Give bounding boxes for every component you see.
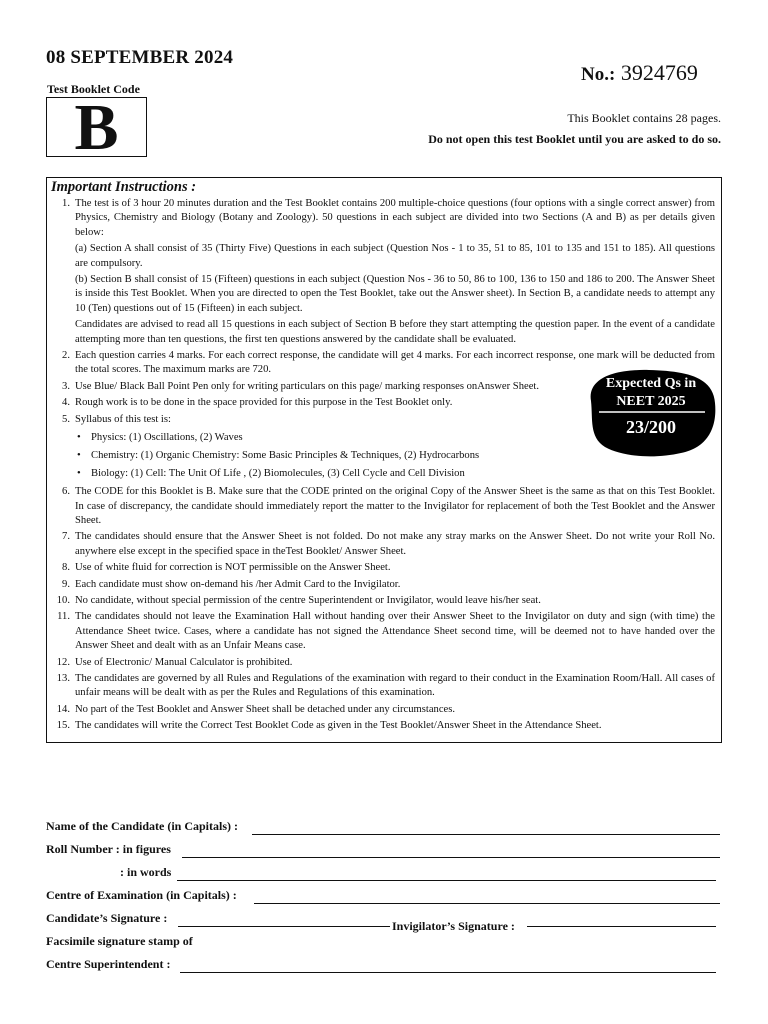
signature-row	[46, 911, 720, 934]
centre-label: Centre of Examination (in Capitals) :	[46, 888, 237, 902]
instruction-number: 8.	[62, 562, 70, 574]
centre-row	[46, 888, 720, 911]
instructions-title: Important Instructions :	[51, 179, 197, 195]
badge-line-1: Expected Qs in	[605, 376, 697, 391]
instruction-item	[51, 561, 715, 575]
instruction-number: 12.	[56, 656, 70, 668]
instruction-item	[51, 610, 715, 653]
booklet-number-value: 3924769	[620, 60, 698, 85]
instruction-text: The candidates will write the Correct Test Booklet Code as given in the Test Booklet/Answer Sheet in the Attendance Sheet.	[75, 720, 602, 732]
booklet-code-box	[46, 91, 147, 164]
syllabus-text: Chemistry: (1) Organic Chemistry: Some Basic Principles & Techniques, (2) Hydrocarbons	[91, 450, 480, 462]
booklet-number-label: No.:	[581, 64, 616, 85]
exam-date: 08 SEPTEMBER 2024	[46, 47, 234, 68]
roll-figures-row	[46, 842, 720, 865]
roll-words-label: : in words	[120, 865, 172, 879]
instruction-subtext: (a) Section A shall consist of 35 (Thirty Five) Questions in each subject (Question Nos - 1 to 35, 51 to 85, 101 to 135 and 151 to 185). All questions are compulsory.	[75, 243, 715, 269]
candidate-name-field[interactable]	[252, 834, 720, 835]
syllabus-item-biology	[75, 467, 715, 481]
instruction-item	[51, 197, 715, 347]
roll-figures-field[interactable]	[182, 857, 720, 858]
instruction-subtext: (b) Section B shall consist of 15 (Fifteen) questions in each subject (Question Nos - 36 to 50, 86 to 100, 136 to 150 and 186 to 200. The Answer Sheet is inside this Test Booklet. When you are directed to open the Test Booklet, take out the Answer sheet). In Section B, a candidate needs to attempt any 10 (Ten) questions out of 15 (Fifteen) in each subject.	[75, 274, 715, 314]
instruction-number: 15.	[56, 720, 70, 732]
instruction-text: Each candidate must show on-demand his /her Admit Card to the Invigilator.	[75, 578, 401, 590]
instruction-number: 11.	[57, 611, 70, 623]
instruction-item	[51, 719, 715, 733]
page-count-note: This Booklet contains 28 pages.	[567, 111, 721, 125]
instruction-text: The candidates are governed by all Rules and Regulations of the examination with regard to their conduct in the Examination Room/Hall. All cases of unfair means will be dealt with as per the Rules and Regulations of this examination.	[75, 672, 715, 699]
instruction-item	[51, 594, 715, 608]
superintendent-row	[46, 957, 720, 980]
instruction-number: 2.	[62, 350, 70, 362]
bullet-icon: •	[77, 468, 81, 480]
instruction-item	[51, 485, 715, 528]
stamp-label: Facsimile signature stamp of	[46, 934, 193, 948]
instruction-text: Use of Electronic/ Manual Calculator is prohibited.	[75, 656, 293, 668]
roll-words-row	[46, 865, 720, 888]
instruction-item	[51, 656, 715, 670]
roll-figures-label: Roll Number : in figures	[46, 842, 171, 856]
instruction-number: 1.	[62, 198, 70, 209]
do-not-open-warning: Do not open this test Booklet until you are asked to do so.	[428, 132, 721, 146]
candidate-details-form	[46, 819, 720, 980]
instruction-item	[51, 672, 715, 701]
instructions-list	[51, 197, 715, 734]
instruction-number: 9.	[62, 578, 70, 590]
syllabus-text: Biology: (1) Cell: The Unit Of Life , (2) Biomolecules, (3) Cell Cycle and Cell Division	[91, 468, 465, 480]
instruction-number: 6.	[62, 486, 70, 498]
instruction-text: Rough work is to be done in the space provided for this purpose in the Test Booklet only.	[75, 397, 453, 409]
bullet-icon: •	[77, 432, 81, 444]
superintendent-field[interactable]	[180, 972, 716, 973]
instruction-number: 13.	[56, 672, 70, 684]
booklet-code-label: Test Booklet Code	[47, 82, 140, 96]
instruction-text: Use Blue/ Black Ball Point Pen only for writing particulars on this page/ marking responses onAnswer Sheet.	[75, 380, 539, 392]
instruction-number: 7.	[62, 531, 70, 543]
badge-score: 23/200	[625, 417, 676, 437]
candidate-signature-label: Candidate’s Signature :	[46, 911, 168, 925]
instruction-item	[51, 703, 715, 717]
roll-words-field[interactable]	[177, 880, 716, 881]
stamp-label-row	[46, 934, 720, 957]
candidate-signature-field[interactable]	[178, 926, 390, 927]
booklet-code-letter: B	[74, 91, 119, 164]
instruction-number: 4.	[62, 397, 70, 409]
instruction-item	[51, 578, 715, 592]
invigilator-signature-field[interactable]	[527, 926, 716, 927]
instruction-text: The CODE for this Booklet is B. Make sure that the CODE printed on the original Copy of the Answer Sheet is the same as that on this Test Booklet. In case of discrepancy, the candidate should immediately report the matter to the Invigilator for replacement of both the Test Booklet and the Answer Sheet.	[75, 486, 715, 526]
instruction-text: The candidates should ensure that the Answer Sheet is not folded. Do not make any stray marks on the Answer Sheet. Do not write your Roll No. anywhere else except in the specified space in theTest Booklet/ Answer Sheet.	[75, 531, 715, 557]
instruction-number: 3.	[62, 380, 70, 392]
instruction-item	[51, 530, 715, 559]
instruction-text: Use of white fluid for correction is NOT permissible on the Answer Sheet.	[75, 562, 391, 574]
syllabus-text: Physics: (1) Oscillations, (2) Waves	[91, 432, 243, 444]
expected-questions-badge	[585, 367, 717, 459]
booklet-number	[581, 60, 698, 86]
superintendent-label: Centre Superintendent :	[46, 957, 171, 971]
instruction-text: Syllabus of this test is:	[75, 413, 171, 425]
instruction-text: No candidate, without special permission of the centre Superintendent or Invigilator, would leave his/her seat.	[75, 594, 541, 606]
instruction-text: No part of the Test Booklet and Answer Sheet shall be detached under any circumstances.	[75, 703, 456, 715]
instruction-number: 5.	[62, 413, 70, 425]
instruction-text: Each question carries 4 marks. For each correct response, the candidate will get 4 marks. For each incorrect response, one mark will be deducted from the total scores. The maximum marks are 720.	[75, 350, 715, 376]
instruction-text: The candidates should not leave the Examination Hall without handing over their Answer Sheet to the Invigilator on duty and sign (with time) the Attendance Sheet twice. Cases, where a candidate has not signed the Attendance Sheet second time, will be deemed not to have handed over the Answer Sheet and dealt with as an Unfair Means case.	[75, 611, 715, 652]
badge-line-2: NEET 2025	[616, 394, 686, 409]
bullet-icon: •	[77, 450, 81, 462]
candidate-name-label: Name of the Candidate (in Capitals) :	[46, 819, 238, 833]
candidate-name-row	[46, 819, 720, 842]
instructions-box	[46, 177, 722, 743]
instruction-number: 14.	[56, 703, 70, 715]
instruction-text: The test is of 3 hour 20 minutes duration and the Test Booklet contains 200 multiple-choice questions (four options with a single correct answer) from Physics, Chemistry and Biology (Botany and Zoology). 50 questions in each subject are divided into two Sections (A and B) as per details given below:	[75, 198, 715, 238]
instruction-subtext: Candidates are advised to read all 15 questions in each subject of Section B before they start attempting the question paper. In the event of a candidate attempting more than ten questions, the first ten questions answered by the candidate shall be evaluated.	[75, 319, 715, 345]
centre-field[interactable]	[254, 903, 720, 904]
instruction-number: 10.	[56, 594, 70, 606]
invigilator-signature-label: Invigilator’s Signature :	[392, 919, 515, 933]
